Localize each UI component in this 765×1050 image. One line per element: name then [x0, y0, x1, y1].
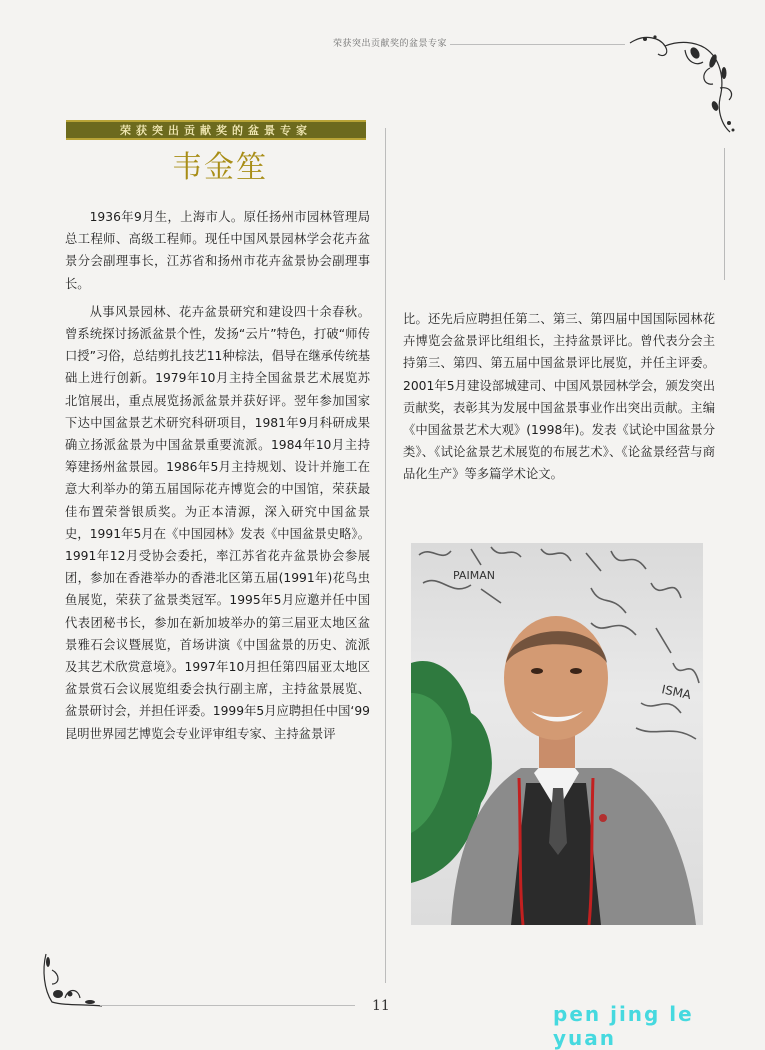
watermark: pen jing le yuan	[553, 1002, 694, 1050]
page-number: 11	[372, 998, 390, 1014]
floral-corner-icon	[40, 950, 110, 1010]
footer-rule	[100, 1005, 355, 1006]
portrait-photo	[411, 543, 703, 925]
continued-paragraph: 比。还先后应聘担任第二、第三、第四届中国国际园林花卉博览会盆景评比组组长，主持盆景评比。曾代表分会主持第三、第四、第五届中国盆景评比展览，并任主评委。2001年5月建设部城建司、中国风景园林学会，颁发突出贡献奖，表彰其为发展中国盆景事业作出突出贡献。主编《中国盆景艺术大观》(1998年)。发表《试论中国盆景分类》、《试论盆景艺术展览的布展艺术》、《论盆景经营与商品化生产》等多篇学术论文。	[403, 312, 715, 482]
running-header: 荣获突出贡献奖的盆景专家	[333, 39, 448, 49]
career-paragraph: 从事风景园林、花卉盆景研究和建设四十余春秋。曾系统探讨扬派盆景个性，发扬“云片”特色，打破“师传口授”习俗，总结剪扎技艺11种棕法，倡导在继承传统基础上进行创新。1979年10月主持全国盆景艺术展览苏北馆展出，重点展览扬派盆景并获好评。翌年参加国家下达中国盆景艺术研究科研项目，1981年9月科研成果确立扬派盆景为中国盆景重要流派。1984年10月主持筹建扬州盆景园。1986年5月主持规划、设计并施工在意大利举办的第五届国际花卉博览会的中国馆，荣获最佳布置荣誉银质奖。为正本清源，深入研究中国盆景史，1991年5月在《中国园林》发表《中国盆景史略》。1991年12月受协会委托，率江苏省花卉盆景协会参展团，参加在香港举办的香港北区第五届(1991年)花鸟虫鱼展览，荣获了盆景类冠军。1995年5月应邀并任中国代表团秘书长，参加在新加坡举办的第三届亚太地区盆景雅石会议暨展览，首场讲演《中国盆景的历史、流派及其艺术欣赏意境》。1997年10月担任第四届亚太地区盆景赏石会议展览组委会执行副主席，主持盆景展览、盆景研讨会，并担任评委。1999年5月应聘担任中国‘99昆明世界园艺博览会专业评审组专家、主持盆景评	[65, 304, 370, 741]
right-vertical-rule	[724, 148, 725, 280]
floral-ornament-icon	[625, 28, 740, 138]
portrait-illustration	[411, 543, 703, 925]
intro-paragraph: 1936年9月生，上海市人。原任扬州市园林管理局总工程师、高级工程师。现任中国风景园林学会花卉盆景分会副理事长，江苏省和扬州市花卉盆景协会副理事长。	[65, 210, 370, 291]
signature-text: ISMA	[660, 682, 693, 703]
section-banner: 荣获突出贡献奖的盆景专家	[66, 120, 366, 140]
right-column	[403, 308, 715, 486]
left-column	[65, 206, 370, 751]
person-name: 韦金笙	[172, 150, 268, 185]
header-rule	[450, 44, 625, 45]
column-divider	[385, 128, 386, 983]
signature-text: PAIMAN	[453, 569, 495, 582]
